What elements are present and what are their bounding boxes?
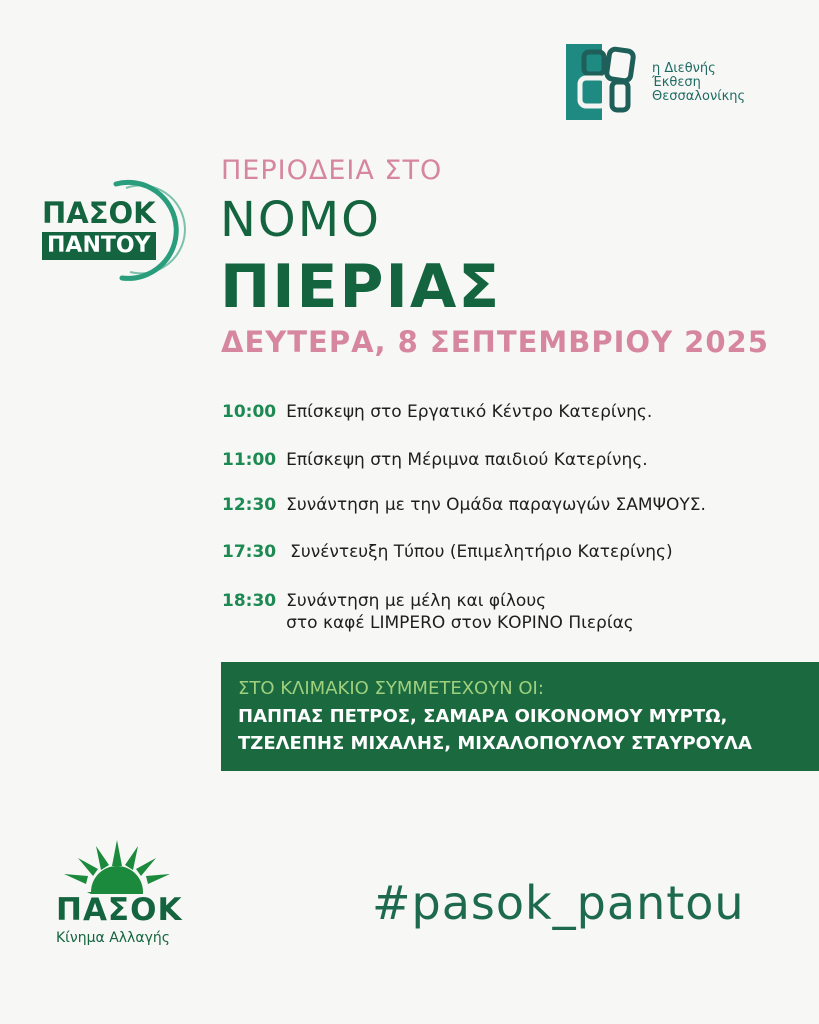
pasok-wordmark: ΠΑΣΟΚ [56,892,183,928]
tif-logo [566,44,776,122]
circle-ring-icon [38,176,198,284]
heading-tour-label: ΠΕΡΙΟΔΕΙΑ ΣΤΟ [221,155,443,186]
tif-89-logo-icon [566,44,642,120]
schedule-time: 18:30 [222,591,277,611]
pasok-subtitle: Κίνημα Αλλαγής [56,930,170,946]
participants-title: ΣΤΟ ΚΛΙΜΑΚΙΟ ΣΥΜΜΕΤΕΧΟΥΝ ΟΙ: [238,678,544,699]
pantou-logo-line1: ΠΑΣΟΚ [42,196,156,230]
schedule-time: 10:00 [222,402,277,422]
tif-line1: η Διεθνής [652,61,716,76]
heading-region: ΠΙΕΡΙΑΣ [220,252,502,322]
schedule-text-line1: Συνάντηση με μέλη και φίλους [286,591,547,611]
schedule-time: 11:00 [222,450,277,470]
schedule-time: 12:30 [222,495,277,515]
schedule-text-multiline [286,590,634,634]
tif-line2: Έκθεση [652,75,701,90]
schedule-time: 17:30 [222,542,277,562]
heading-date: ΔΕΥΤΕΡΑ, 8 ΣΕΠΤΕΜΒΡΙΟΥ 2025 [221,325,769,359]
schedule-item [222,590,634,634]
participants-names-line2: ΤΖΕΛΕΠΗΣ ΜΙΧΑΛΗΣ, ΜΙΧΑΛΟΠΟΥΛΟΥ ΣΤΑΥΡΟΥΛΑ [238,733,752,754]
schedule-item [222,541,673,563]
tif-logo-text [652,62,745,104]
schedule-text: Επίσκεψη στο Εργατικό Κέντρο Κατερίνης. [286,402,653,422]
schedule-text-line2: στο καφέ LIMPERO στον ΚΟΡΙΝΟ Πιερίας [286,613,634,633]
schedule-item [222,494,706,516]
green-sun-icon [56,840,178,894]
pasok-logo [50,840,190,950]
pasok-pantou-logo [38,176,198,284]
schedule-item [222,449,648,471]
participants-names-line1: ΠΑΠΠΑΣ ΠΕΤΡΟΣ, ΣΑΜΑΡΑ ΟΙΚΟΝΟΜΟΥ ΜΥΡΤΩ, [238,706,728,727]
tif-line3: Θεσσαλονίκης [652,89,746,104]
participants-banner [221,662,819,771]
schedule-text: Συνέντευξη Τύπου (Επιμελητήριο Κατερίνης) [290,542,673,562]
heading-nomo: ΝΟΜΟ [220,192,381,248]
hashtag: #pasok_pantou [372,876,745,930]
schedule-text: Επίσκεψη στη Μέριμνα παιδιού Κατερίνης. [286,450,648,470]
schedule-item [222,401,652,423]
pantou-logo-line2: ΠΑΝΤΟΥ [42,232,156,260]
schedule-text: Συνάντηση με την Ομάδα παραγωγών ΣΑΜΨΟΥΣ. [286,495,706,515]
